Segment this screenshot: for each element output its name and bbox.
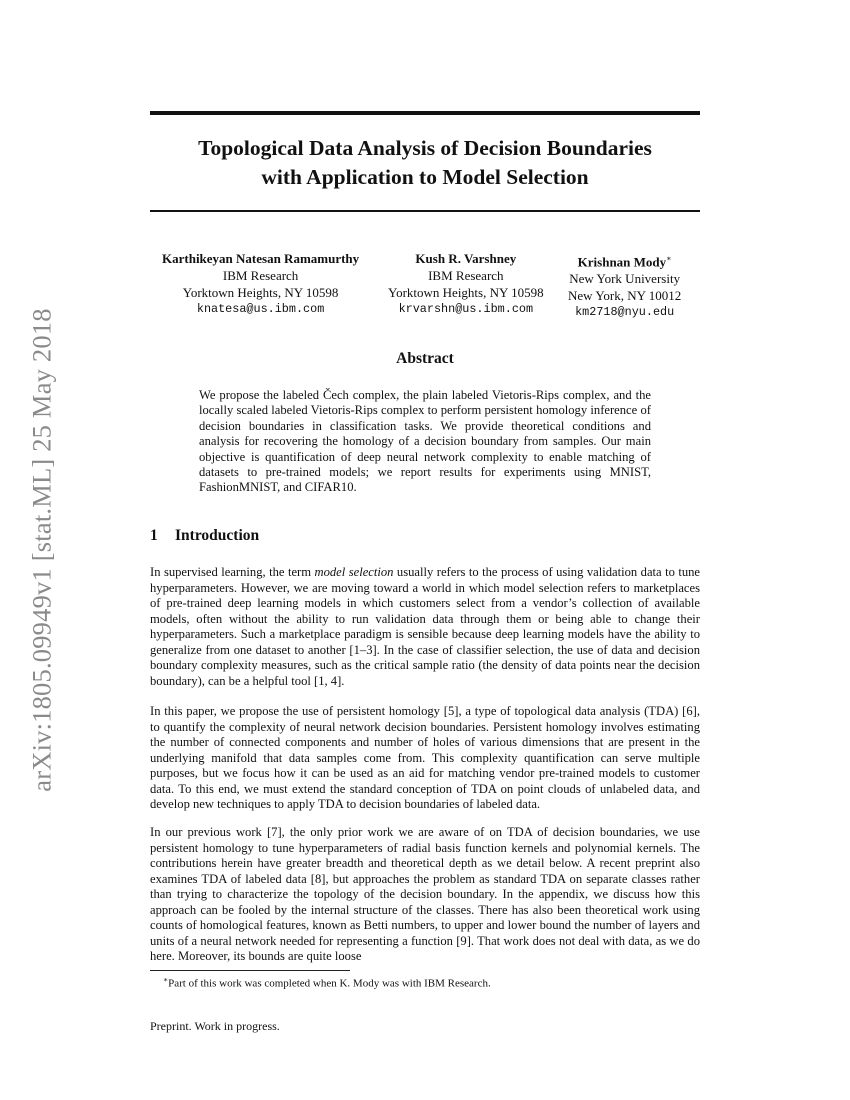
author-location: Yorktown Heights, NY 10598 (182, 285, 339, 300)
section-number: 1 (150, 527, 158, 544)
author-email: krvarshn@us.ibm.com (398, 302, 534, 316)
author-name: Karthikeyan Natesan Ramamurthy (162, 251, 360, 266)
author-affiliation: IBM Research (428, 268, 504, 283)
author-location: New York, NY 10012 (568, 288, 682, 304)
author-email: km2718@nyu.edu (575, 305, 675, 320)
title-top-rule (150, 111, 700, 115)
section-heading (150, 527, 259, 545)
author-2 (388, 250, 544, 318)
author-3 (568, 250, 681, 321)
footnote-mark: ∗ (163, 975, 169, 984)
section-title: Introduction (175, 527, 260, 544)
title-bottom-rule (150, 210, 700, 212)
intro-paragraph-1 (150, 565, 700, 689)
author-affiliation: New York University (569, 271, 681, 287)
paper-title (150, 134, 700, 192)
title-line-2: with Application to Model Selection (261, 165, 589, 189)
author-email: knatesa@us.ibm.com (196, 302, 325, 316)
footnote-rule (150, 970, 350, 971)
footnote-text: Part of this work was completed when K. Mody was with IBM Research. (168, 977, 491, 990)
title-line-1: Topological Data Analysis of Decision Boundaries (198, 136, 652, 160)
intro-paragraph-3: In our previous work [7], the only prior work we are aware of on TDA of decision boundaries, we use persistent homology to tune hyperparameters of radial basis function kernels and polynomial kernels. The contributions herein have greater breadth and theoretical depth as we detail below. A recent preprint also examines TDA of labeled data [8], but approaches the problem as standard TDA on separate classes rather than trying to characterize the topology of the decision boundary. In the appendix, we discuss how this approach can be fooled by the internal structure of the classes. There has also been theoretical work using counts of homological features, known as Betti numbers, to upper and lower bound the number of layers and units of a neural network needed for representing a function [9]. That work does not deal with data, as we do here. Moreover, its bounds are quite loose (150, 825, 700, 963)
author-1 (162, 250, 359, 318)
author-name (568, 250, 681, 270)
author-name-text: Krishnan Mody (577, 254, 667, 270)
author-affiliation: IBM Research (222, 268, 299, 283)
para1-emphasis: model selection (314, 565, 394, 579)
footnote (163, 975, 491, 990)
arxiv-id: arXiv:1805.09949v1 [stat.ML] 25 May 2018 (26, 308, 57, 792)
author-footnote-mark: ∗ (666, 254, 672, 263)
abstract-heading: Abstract (396, 350, 454, 367)
author-location: Yorktown Heights, NY 10598 (388, 285, 544, 300)
para1-text-b: usually refers to the process of using validation data to tune hyperparameters. However, we are moving toward a world in which model selection refers to marketplaces of pre-trained deep learning models in which customers select from a vendor’s collection of available models, often without the ability to run validation data through them or being able to change their hyperparameters. Such a marketplace paradigm is sensible because deep learning models have the ability to generalize from one dataset to another [1–3]. In the case of classifier selection, the use of data and decision boundary complexity measures, such as the critical sample ratio (the density of data points near the decision boundary), can be a helpful tool [1, 4]. (150, 565, 701, 688)
preprint-note: Preprint. Work in progress. (150, 1019, 280, 1033)
intro-paragraph-2: In this paper, we propose the use of persistent homology [5], a type of topological data analysis (TDA) [6], to quantify the complexity of neural network decision boundaries. Persistent homology involves estimating the number of connected components and number of holes of various dimensions that are present in the underlying manifold that data samples come from. This complexity quantification can serve multiple purposes, but we focus how it can be used as an aid for matching vendor pre-trained models to customer data. To this end, we must extend the standard conception of TDA on point clouds of unlabeled data, and develop new techniques to apply TDA to decision boundaries of labeled data. (150, 704, 700, 811)
author-name: Kush R. Varshney (415, 251, 517, 266)
para1-text-a: In supervised learning, the term (150, 565, 315, 579)
abstract-body: We propose the labeled Čech complex, the plain labeled Vietoris-Rips complex, and the locally scaled labeled Vietoris-Rips complex to perform persistent homology inference of decision boundaries in classification tasks. We provide theoretical conditions and analysis for recovering the homology of a decision boundary from samples. Our main objective is quantification of deep neural network complexity to enable matching of datasets to pre-trained models; we report results for experiments using MNIST, FashionMNIST, and CIFAR10. (199, 388, 651, 495)
